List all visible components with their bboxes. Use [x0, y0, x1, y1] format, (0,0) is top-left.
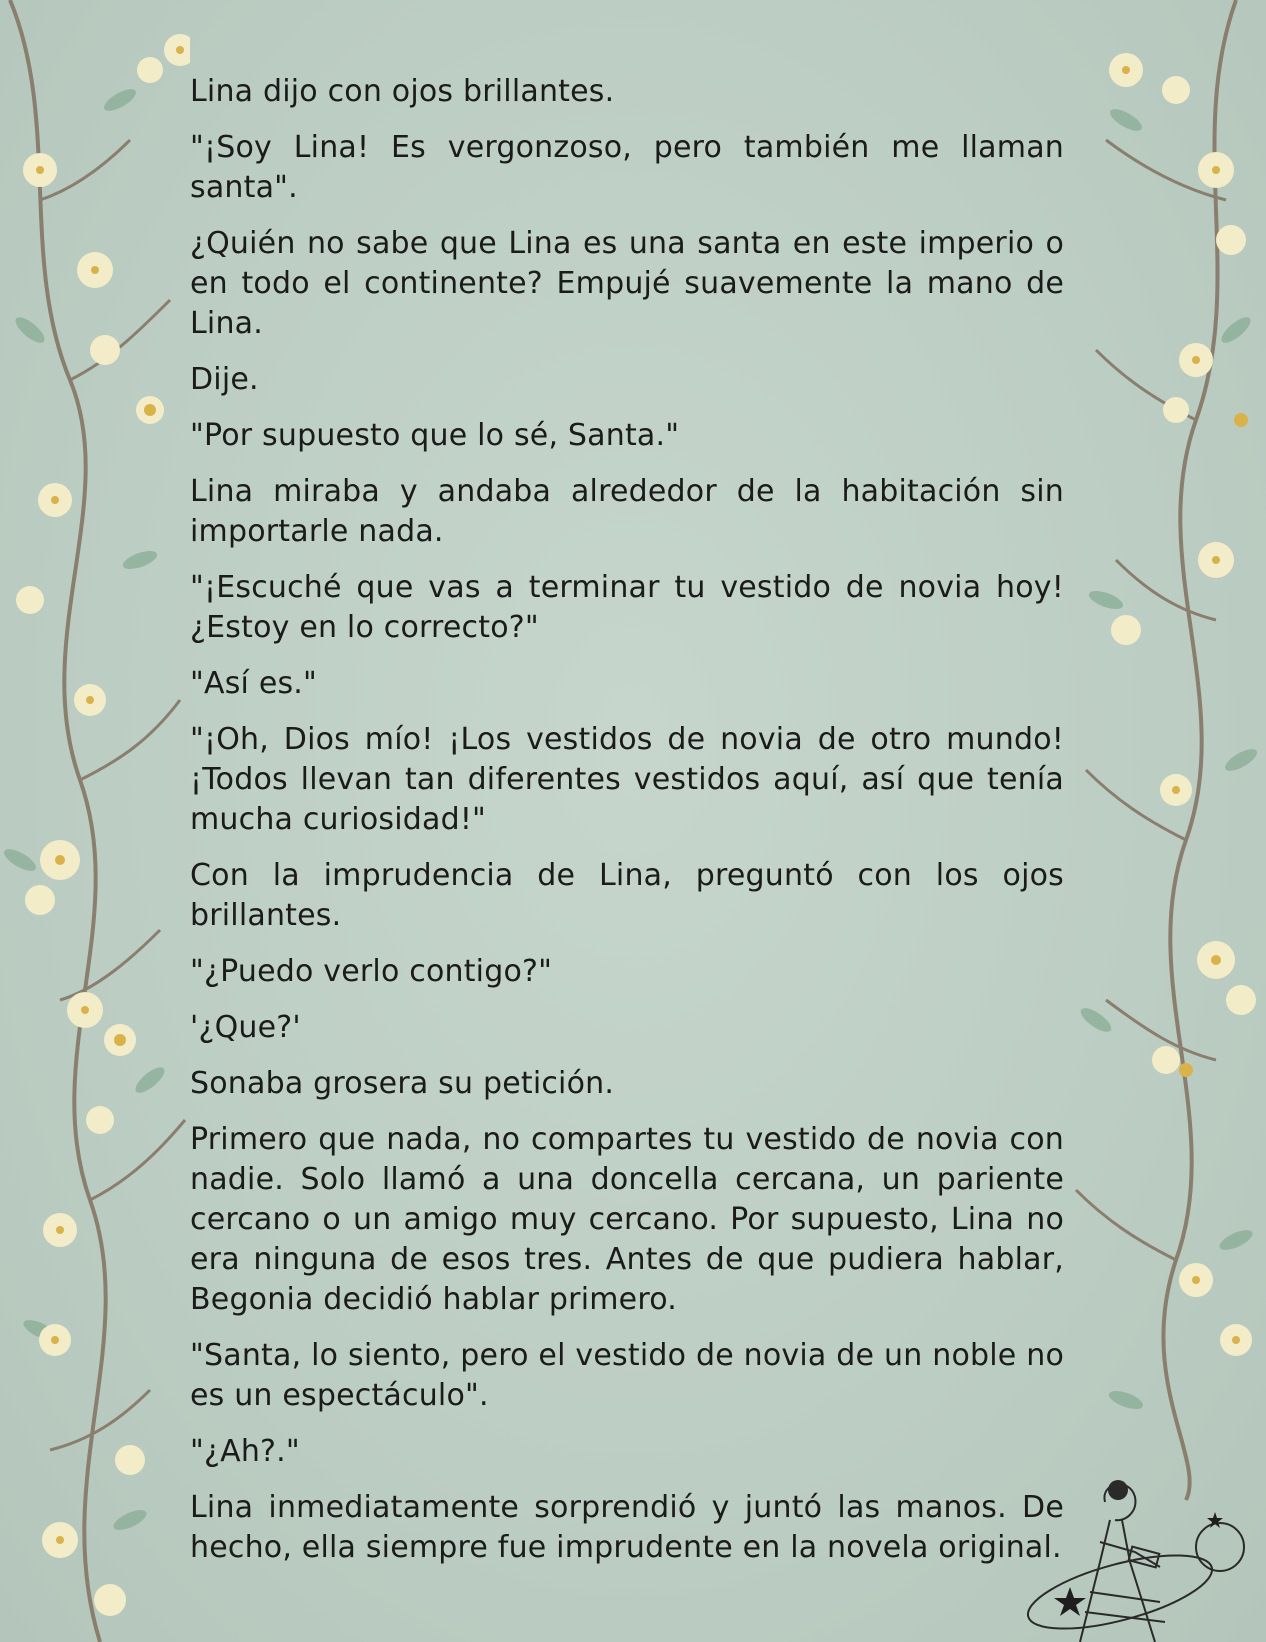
paragraph: '¿Que?': [190, 1010, 301, 1045]
paragraph: "¿Ah?.": [190, 1434, 300, 1469]
paragraph: "Así es.": [190, 666, 318, 701]
paragraph: ¿Quién no sabe que Lina es una santa en este imperio o en todo el continente? Empujé suavemente la mano de Lina.: [190, 226, 1064, 341]
reading-girl-illustration: [1010, 1472, 1260, 1642]
paragraph: Sonaba grosera su petición.: [190, 1066, 615, 1101]
paragraph: Lina inmediatamente sorprendió y juntó las manos. De hecho, ella siempre fue imprudente en la novela original.: [190, 1490, 1064, 1565]
paragraph: "¿Puedo verlo contigo?": [190, 954, 553, 989]
paragraph: Primero que nada, no compartes tu vestido de novia con nadie. Solo llamó a una doncella cercana, un pariente cercano o un amigo muy cercano. Por supuesto, Lina no era ninguna de esos tres. Antes de que pudiera hablar, Begonia decidió hablar primero.: [190, 1122, 1064, 1317]
paragraph: Dije.: [190, 362, 259, 397]
paragraph: "Santa, lo siento, pero el vestido de novia de un noble no es un espectáculo".: [190, 1338, 1064, 1413]
story-text: [190, 72, 1064, 1584]
floral-border-left: [0, 0, 190, 1642]
paragraph: "¡Oh, Dios mío! ¡Los vestidos de novia de otro mundo! ¡Todos llevan tan diferentes vestidos aquí, así que tenía mucha curiosidad!": [190, 722, 1064, 837]
paragraph: "Por supuesto que lo sé, Santa.": [190, 418, 680, 453]
paragraph: "¡Soy Lina! Es vergonzoso, pero también me llaman santa".: [190, 130, 1064, 205]
paragraph: Lina miraba y andaba alrededor de la habitación sin importarle nada.: [190, 474, 1064, 549]
paragraph: "¡Escuché que vas a terminar tu vestido de novia hoy! ¿Estoy en lo correcto?": [190, 570, 1064, 645]
blossoms-right: [1109, 53, 1256, 1356]
blossoms-left: [16, 34, 190, 1616]
paragraph: Lina dijo con ojos brillantes.: [190, 74, 615, 109]
floral-border-right: [1066, 0, 1266, 1642]
paragraph: Con la imprudencia de Lina, preguntó con los ojos brillantes.: [190, 858, 1064, 933]
